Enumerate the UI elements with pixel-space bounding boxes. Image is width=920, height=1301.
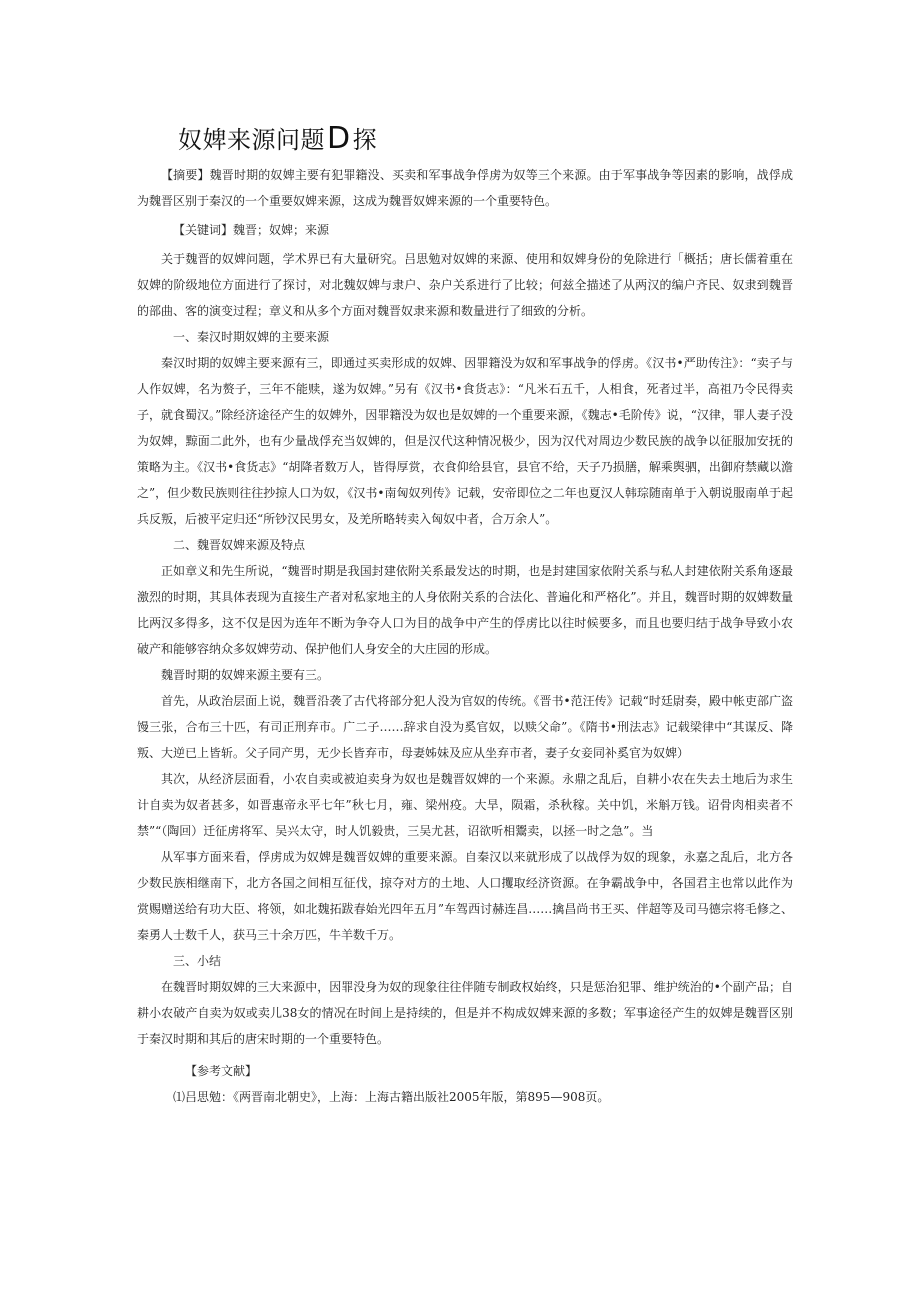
section-2-paragraph-1: 正如章义和先生所说，“魏晋时期是我国封建依附关系最发达的时期，也是封建国家依附关系与私人封建依附关系角逐最激烈的时期，其具体表现为直接生产者对私家地主的人身依附关系的合法化、普遍化和严格化”。并且，魏晋时期的奴婢数量比两汉多得多，这不仅是因为连年不断为争夺人口为目的战争中产生的俘虏比以往时候要多，而且也要归结于战争导致小农破产和能够容纳众多奴婢劳动、保护他们人身安全的大庄园的形成。 bbox=[137, 564, 793, 656]
section-2-paragraph-5: 从军事方面来看，俘虏成为奴婢是魏晋奴婢的重要来源。自秦汉以来就形成了以战俘为奴的现象，永嘉之乱后，北方各少数民族相继南下，北方各国之间相互征伐，掠夺对方的土地、人口攫取经济资源。在争霸战争中，各国君主也常以此作为赏赐赠送给有功大臣、将领，如北魏拓跋春始光四年五月”车驾西讨赫连昌……擒昌尚书王买、伴超等及司马德宗将毛修之、秦勇人士数千人，获马三十余万匹，牛羊数千万。 bbox=[137, 850, 793, 942]
section-2-heading: 二、魏晋奴婢来源及特点 bbox=[173, 538, 306, 552]
title-part-2: 探 bbox=[352, 126, 378, 154]
article-body bbox=[137, 162, 793, 1110]
section-2-paragraph-4: 其次，从经济层面看，小农自卖或被迫卖身为奴也是魏晋奴婢的一个来源。永鼎之乱后，自耕小农在失去土地后为求生计自卖为奴者甚多，如晋惠帝永平七年”秋七月，雍、梁州疫。大旱，陨霜，杀秋稼。关中饥，米斛万钱。诏骨肉相卖者不禁”“（陶回）迁征虏将军、吴兴太守，时人饥毅贵，三吴尤甚，诏欲听相鬻卖，以拯一时之急”。当 bbox=[137, 772, 793, 838]
abstract-label: 【摘要】 bbox=[161, 168, 210, 182]
keywords-text: 魏晋；奴婢；来源 bbox=[233, 223, 330, 237]
title-part-1: 奴婢来源问题 bbox=[178, 126, 325, 154]
keywords-label: 【关键词】 bbox=[173, 223, 234, 237]
keywords bbox=[137, 217, 793, 243]
page-title bbox=[178, 120, 377, 156]
section-2-paragraph-2: 魏晋时期的奴婢来源主要有三。 bbox=[161, 668, 330, 682]
reference-item-1: ⑴吕思勉：《两晋南北朝史》，上海：上海古籍出版社2005年版，第895—908页。 bbox=[173, 1090, 610, 1104]
section-1-paragraph: 秦汉时期的奴婢主要来源有三，即通过买卖形成的奴婢、因罪籍没为奴和军事战争的俘虏。《汉书•严助传注》：“卖子与人作奴婢，名为赘子，三年不能赎，遂为奴婢。”另有《汉书•食货志》：“凡米石五千，人相食，死者过半，高祖乃令民得卖子，就食蜀汉。”除经济途径产生的奴婢外，因罪籍没为奴也是奴婢的一个重要来源，《魏志•毛阶传》说，“汉律，罪人妻子没为奴婢，黥面二此外，也有少量战俘充当奴婢的，但是汉代这种情况极少，因为汉代对周边少数民族的战争以征服加安抚的策略为主。《汉书•食货志》“胡降者数万人，皆得厚赏，衣食仰给县官，县官不给，天子乃损膳，解乘舆驷，出御府禁藏以澹之”，但少数民族则往往抄掠人口为奴，《汉书•南匈奴列传》记载，安帝即位之二年也夏汉人韩琮随南单于入朝说服南单于起兵反叛，后被平定归还“所钞汉民男女，及羌所略转卖入匈奴中者，合万余人”。 bbox=[137, 356, 793, 526]
title-letter: D bbox=[327, 121, 351, 156]
section-3-paragraph: 在魏晋时期奴婢的三大来源中，因罪没身为奴的现象往往伴随专制政权始终，只是惩治犯罪、维护统治的•个副产品；自耕小农破产自卖为奴或卖儿38女的情况在时间上是持续的，但是并不构成奴婢来源的多数；军事途径产生的奴婢是魏晋区别于秦汉时期和其后的唐宋时期的一个重要特色。 bbox=[137, 980, 793, 1046]
abstract-text: 魏晋时期的奴婢主要有犯罪籍没、买卖和军事战争俘虏为奴等三个来源。由于军事战争等因素的影响，战俘成为魏晋区别于秦汉的一个重要奴婢来源，这成为魏晋奴婢来源的一个重要特色。 bbox=[137, 168, 793, 208]
section-2-paragraph-3: 首先，从政治层面上说，魏晋沿袭了古代将部分犯人没为官奴的传统。《晋书•范汪传》记载“时廷尉奏，殿中帐吏部广盗馒三张，合布三十匹，有司正刑弃市。广二子……辞求自没为奚官奴，以赎父命”。《隋书•刑法志》记载梁律中“其谋反、降叛、大逆已上皆斩。父子同产男，无少长皆弃市，母妻姊妹及应从坐弃市者，妻子女妾同补奚官为奴婢） bbox=[137, 694, 793, 760]
abstract bbox=[137, 162, 793, 214]
references-heading: 【参考文献】 bbox=[185, 1064, 258, 1078]
references bbox=[137, 1058, 793, 1110]
section-3-heading: 三、小结 bbox=[173, 954, 222, 968]
intro-paragraph: 关于魏晋的奴婢问题，学术界已有大量研究。吕思勉对奴婢的来源、使用和奴婢身份的免除进行「概括；唐长儒着重在奴婢的阶级地位方面进行了探讨，对北魏奴婢与隶户、杂户关系进行了比较；何兹全描述了从两汉的编户齐民、奴隶到魏晋的部曲、客的演变过程；章义和从多个方面对魏晋奴隶来源和数量进行了细致的分析。 bbox=[137, 252, 793, 318]
section-1-heading: 一、秦汉时期奴婢的主要来源 bbox=[173, 330, 330, 344]
